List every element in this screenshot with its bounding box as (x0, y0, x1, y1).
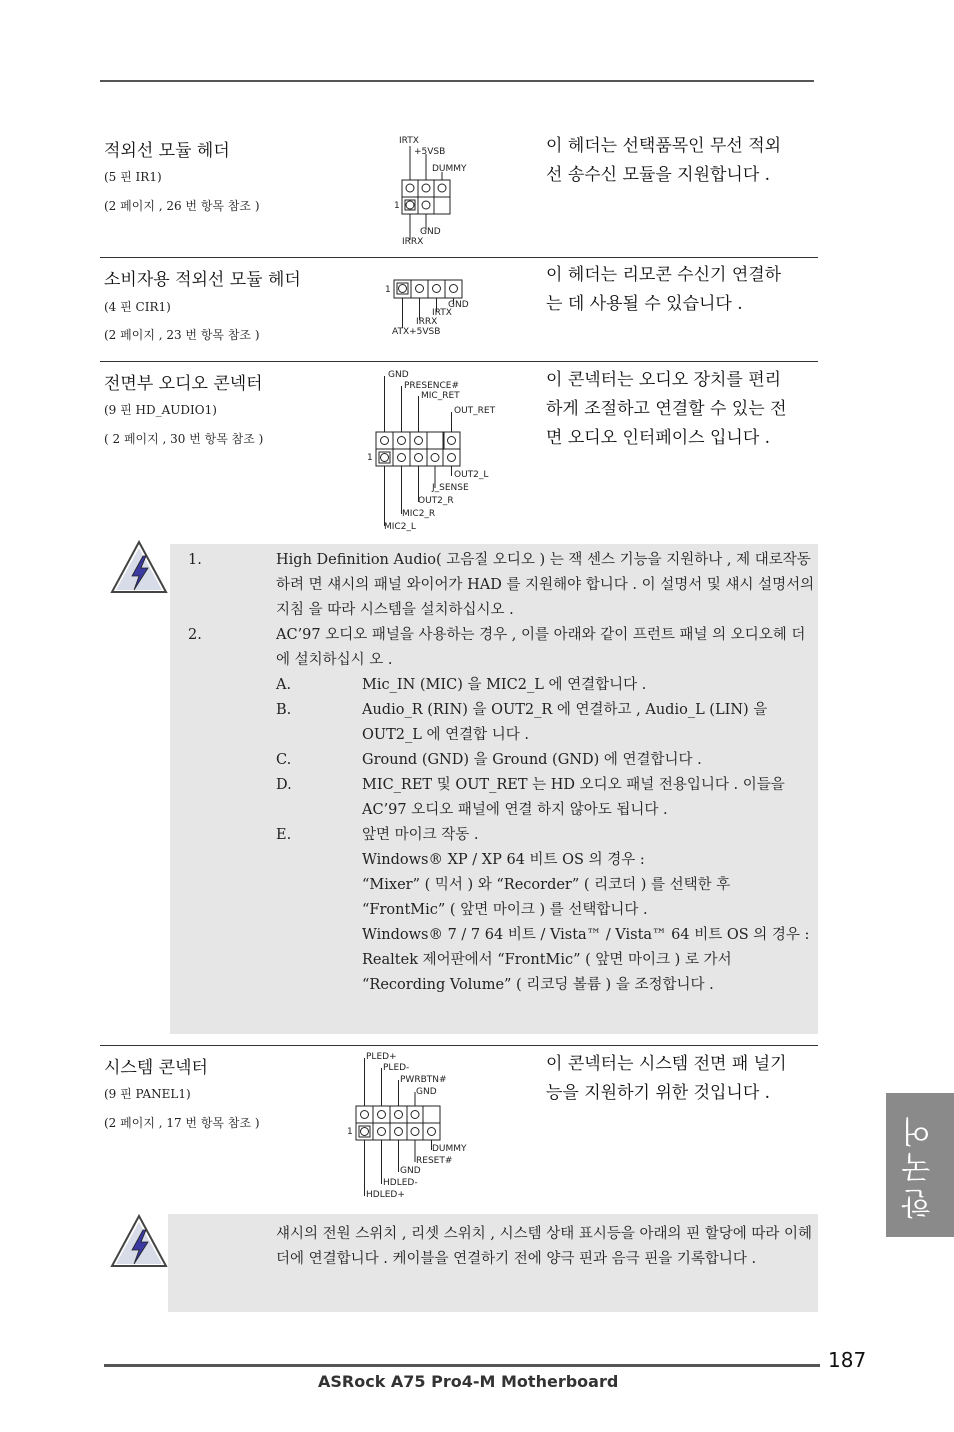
audio-pin-mic2-r: MIC2_R (402, 509, 436, 519)
note-sub-letter: A. (276, 677, 292, 693)
note-e-line: Windows® 7 / 7 64 비트 / Vista™ / Vista™ 64 비트 OS 의 경우 : (362, 927, 810, 943)
cir-pin-one: 1 (385, 285, 391, 295)
audio-pin-out2-l: OUT2_L (454, 470, 489, 480)
note-item-text: AC’97 오디오 패널을 사용하는 경우 , 이를 아래와 같이 프런트 패널 의 오디오헤 더에 설치하십시 오 . (276, 627, 806, 668)
panel-header-title: 시스템 콘넥터 (104, 1058, 208, 1078)
panel-pin-dummy: DUMMY (432, 1144, 467, 1154)
note-item-number: 2. (188, 627, 202, 643)
note-e-line: “Mixer” ( 믹서 ) 와 “Recorder” ( 리코더 ) 를 선택한 후 (362, 877, 731, 893)
language-tab (886, 1093, 954, 1237)
audio-pin-out2-r: OUT2_R (418, 496, 454, 506)
panel-pin-gnd-top: GND (416, 1087, 437, 1097)
pin-dummy: DUMMY (432, 164, 467, 174)
note-e-line: Realtek 제어판에서 “FrontMic” ( 앞면 마이크 ) 로 가서 (362, 952, 732, 968)
cir-header-diagram (382, 276, 492, 340)
footer-title: ASRock A75 Pro4-M Motherboard (318, 1372, 619, 1391)
warning-icon (108, 538, 170, 598)
cir-header-title: 소비자용 적외선 모듈 헤더 (104, 270, 301, 290)
note-item-1 (188, 548, 818, 623)
panel-header-ref: (2 페이지 , 17 번 항목 참조 ) (104, 1116, 260, 1130)
audio-header-ref: ( 2 페이지 , 30 번 항목 참조 ) (104, 432, 264, 446)
note-sub-e (188, 823, 818, 848)
note-sub-text: Mic_IN (MIC) 을 MIC2_L 에 연결합니다 . (362, 677, 647, 693)
note-sub-letter: E. (276, 827, 292, 843)
audio-header-diagram (364, 368, 514, 536)
divider-1 (100, 257, 818, 258)
audio-note-content (188, 548, 818, 998)
divider-2 (100, 361, 818, 362)
panel-header-pins: (9 핀 PANEL1) (104, 1087, 191, 1101)
audio-pin-mic-ret: MIC_RET (421, 391, 460, 401)
audio-header-title: 전면부 오디오 콘넥터 (104, 374, 263, 394)
ir-header-ref: (2 페이지 , 26 번 항목 참조 ) (104, 199, 260, 213)
note-item-number: 1. (188, 552, 202, 568)
note-item-text: High Definition Audio( 고음질 오디오 ) 는 잭 센스 기능을 지원하나 , 제 대로작동하려 면 섀시의 패널 와이어가 HAD 를 지원해야 합니다 . 이 설명서 및 섀시 설명서의지침 을 따라 시스템을 설치하십시오 . (276, 552, 815, 618)
note-sub-text: MIC_RET 및 OUT_RET 는 HD 오디오 패널 전용입니다 . 이들을 AC’97 오디오 패널에 연결 하지 않아도 됩니다 . (362, 777, 785, 818)
note-sub-text: Ground (GND) 을 Ground (GND) 에 연결합니다 . (362, 752, 702, 768)
cir-pin-irrx: IRRX (416, 317, 438, 327)
panel-pin-hdled-minus: HDLED- (383, 1178, 418, 1188)
panel-pin-gnd-bottom: GND (400, 1166, 421, 1176)
audio-pin-out-ret: OUT_RET (454, 406, 496, 416)
warning-icon (108, 1212, 170, 1272)
cir-pin-irtx: IRTX (432, 308, 452, 318)
pin-gnd: GND (420, 227, 441, 237)
note-sub-a (188, 673, 818, 698)
audio-header-desc: 이 콘넥터는 오디오 장치를 편리하게 조절하고 연결할 수 있는 전면 오디오 인터페이스 입니다 . (546, 370, 787, 448)
panel-pin-pled-plus: PLED+ (366, 1052, 397, 1062)
note-sub-letter: B. (276, 702, 292, 718)
ir-header-diagram (390, 132, 530, 250)
pin-5vsb: +5VSB (414, 147, 446, 157)
audio-pin-presence: PRESENCE# (404, 381, 460, 391)
panel-pin-reset: RESET# (416, 1156, 453, 1166)
note-sub-c (188, 748, 818, 773)
panel-pin-hdled-plus: HDLED+ (366, 1190, 405, 1200)
audio-header-pins: (9 핀 HD_AUDIO1) (104, 403, 217, 417)
note-e-line: “FrontMic” ( 앞면 마이크 ) 를 선택합니다 . (362, 902, 648, 918)
note-sub-letter: C. (276, 752, 292, 768)
pin-irtx: IRTX (399, 136, 419, 146)
note-e-line: “Recording Volume” ( 리코딩 볼륨 ) 을 조정합니다 . (362, 977, 714, 993)
ir-header-title: 적외선 모듈 헤더 (104, 141, 230, 161)
ir-header-pins: (5 핀 IR1) (104, 170, 162, 184)
audio-pin-one: 1 (367, 453, 373, 463)
panel-pin-pled-minus: PLED- (383, 1063, 410, 1073)
cir-pin-gnd: GND (448, 300, 469, 310)
cir-header-ref: (2 페이지 , 23 번 항목 참조 ) (104, 328, 260, 342)
note-sub-d (188, 773, 818, 823)
top-rule (100, 80, 814, 82)
language-tab-label: 한국어 (902, 1111, 937, 1219)
note-item-2 (188, 623, 818, 673)
panel-pin-pwrbtn: PWRBTN# (400, 1075, 447, 1085)
panel-pin-one: 1 (347, 1127, 353, 1137)
note-sub-letter: D. (276, 777, 292, 793)
note-sub-text: Audio_R (RIN) 을 OUT2_R 에 연결하고 , Audio_L (LIN) 을 OUT2_L 에 연결합 니다 . (362, 702, 768, 743)
note-sub-b (188, 698, 818, 748)
page-number: 187 (828, 1348, 867, 1372)
cir-header-pins: (4 핀 CIR1) (104, 300, 171, 314)
ir-header-desc: 이 헤더는 선택품목인 무선 적외선 송수신 모듈을 지원합니다 . (546, 136, 782, 185)
audio-pin-j-sense: J_SENSE (432, 483, 469, 493)
note-sub-text: 앞면 마이크 작동 . (362, 827, 479, 843)
panel-header-diagram (346, 1050, 486, 1206)
divider-3 (100, 1045, 818, 1046)
ir-pin-diagram (390, 132, 530, 250)
note-e-line: Windows® XP / XP 64 비트 OS 의 경우 : (362, 852, 645, 868)
cir-header-desc: 이 헤더는 리모콘 수신기 연결하는 데 사용될 수 있습니다 . (546, 265, 782, 314)
panel-note-text: 섀시의 전원 스위치 , 리셋 스위치 , 시스템 상태 표시등을 아래의 핀 할당에 따라 이헤더에 연결합니다 . 케이블을 연결하기 전에 양극 핀과 음극 핀을 기록합니다 . (276, 1226, 812, 1267)
pin-one: 1 (394, 201, 400, 211)
cir-pin-atx: ATX+5VSB (392, 327, 441, 337)
audio-pin-gnd: GND (388, 370, 409, 380)
audio-pin-mic2-l: MIC2_L (384, 522, 416, 532)
panel-header-desc: 이 콘넥터는 시스템 전면 패 널기능을 지원하기 위한 것입니다 . (546, 1054, 787, 1103)
footer-rule (104, 1364, 820, 1367)
pin-irrx: IRRX (402, 237, 424, 247)
